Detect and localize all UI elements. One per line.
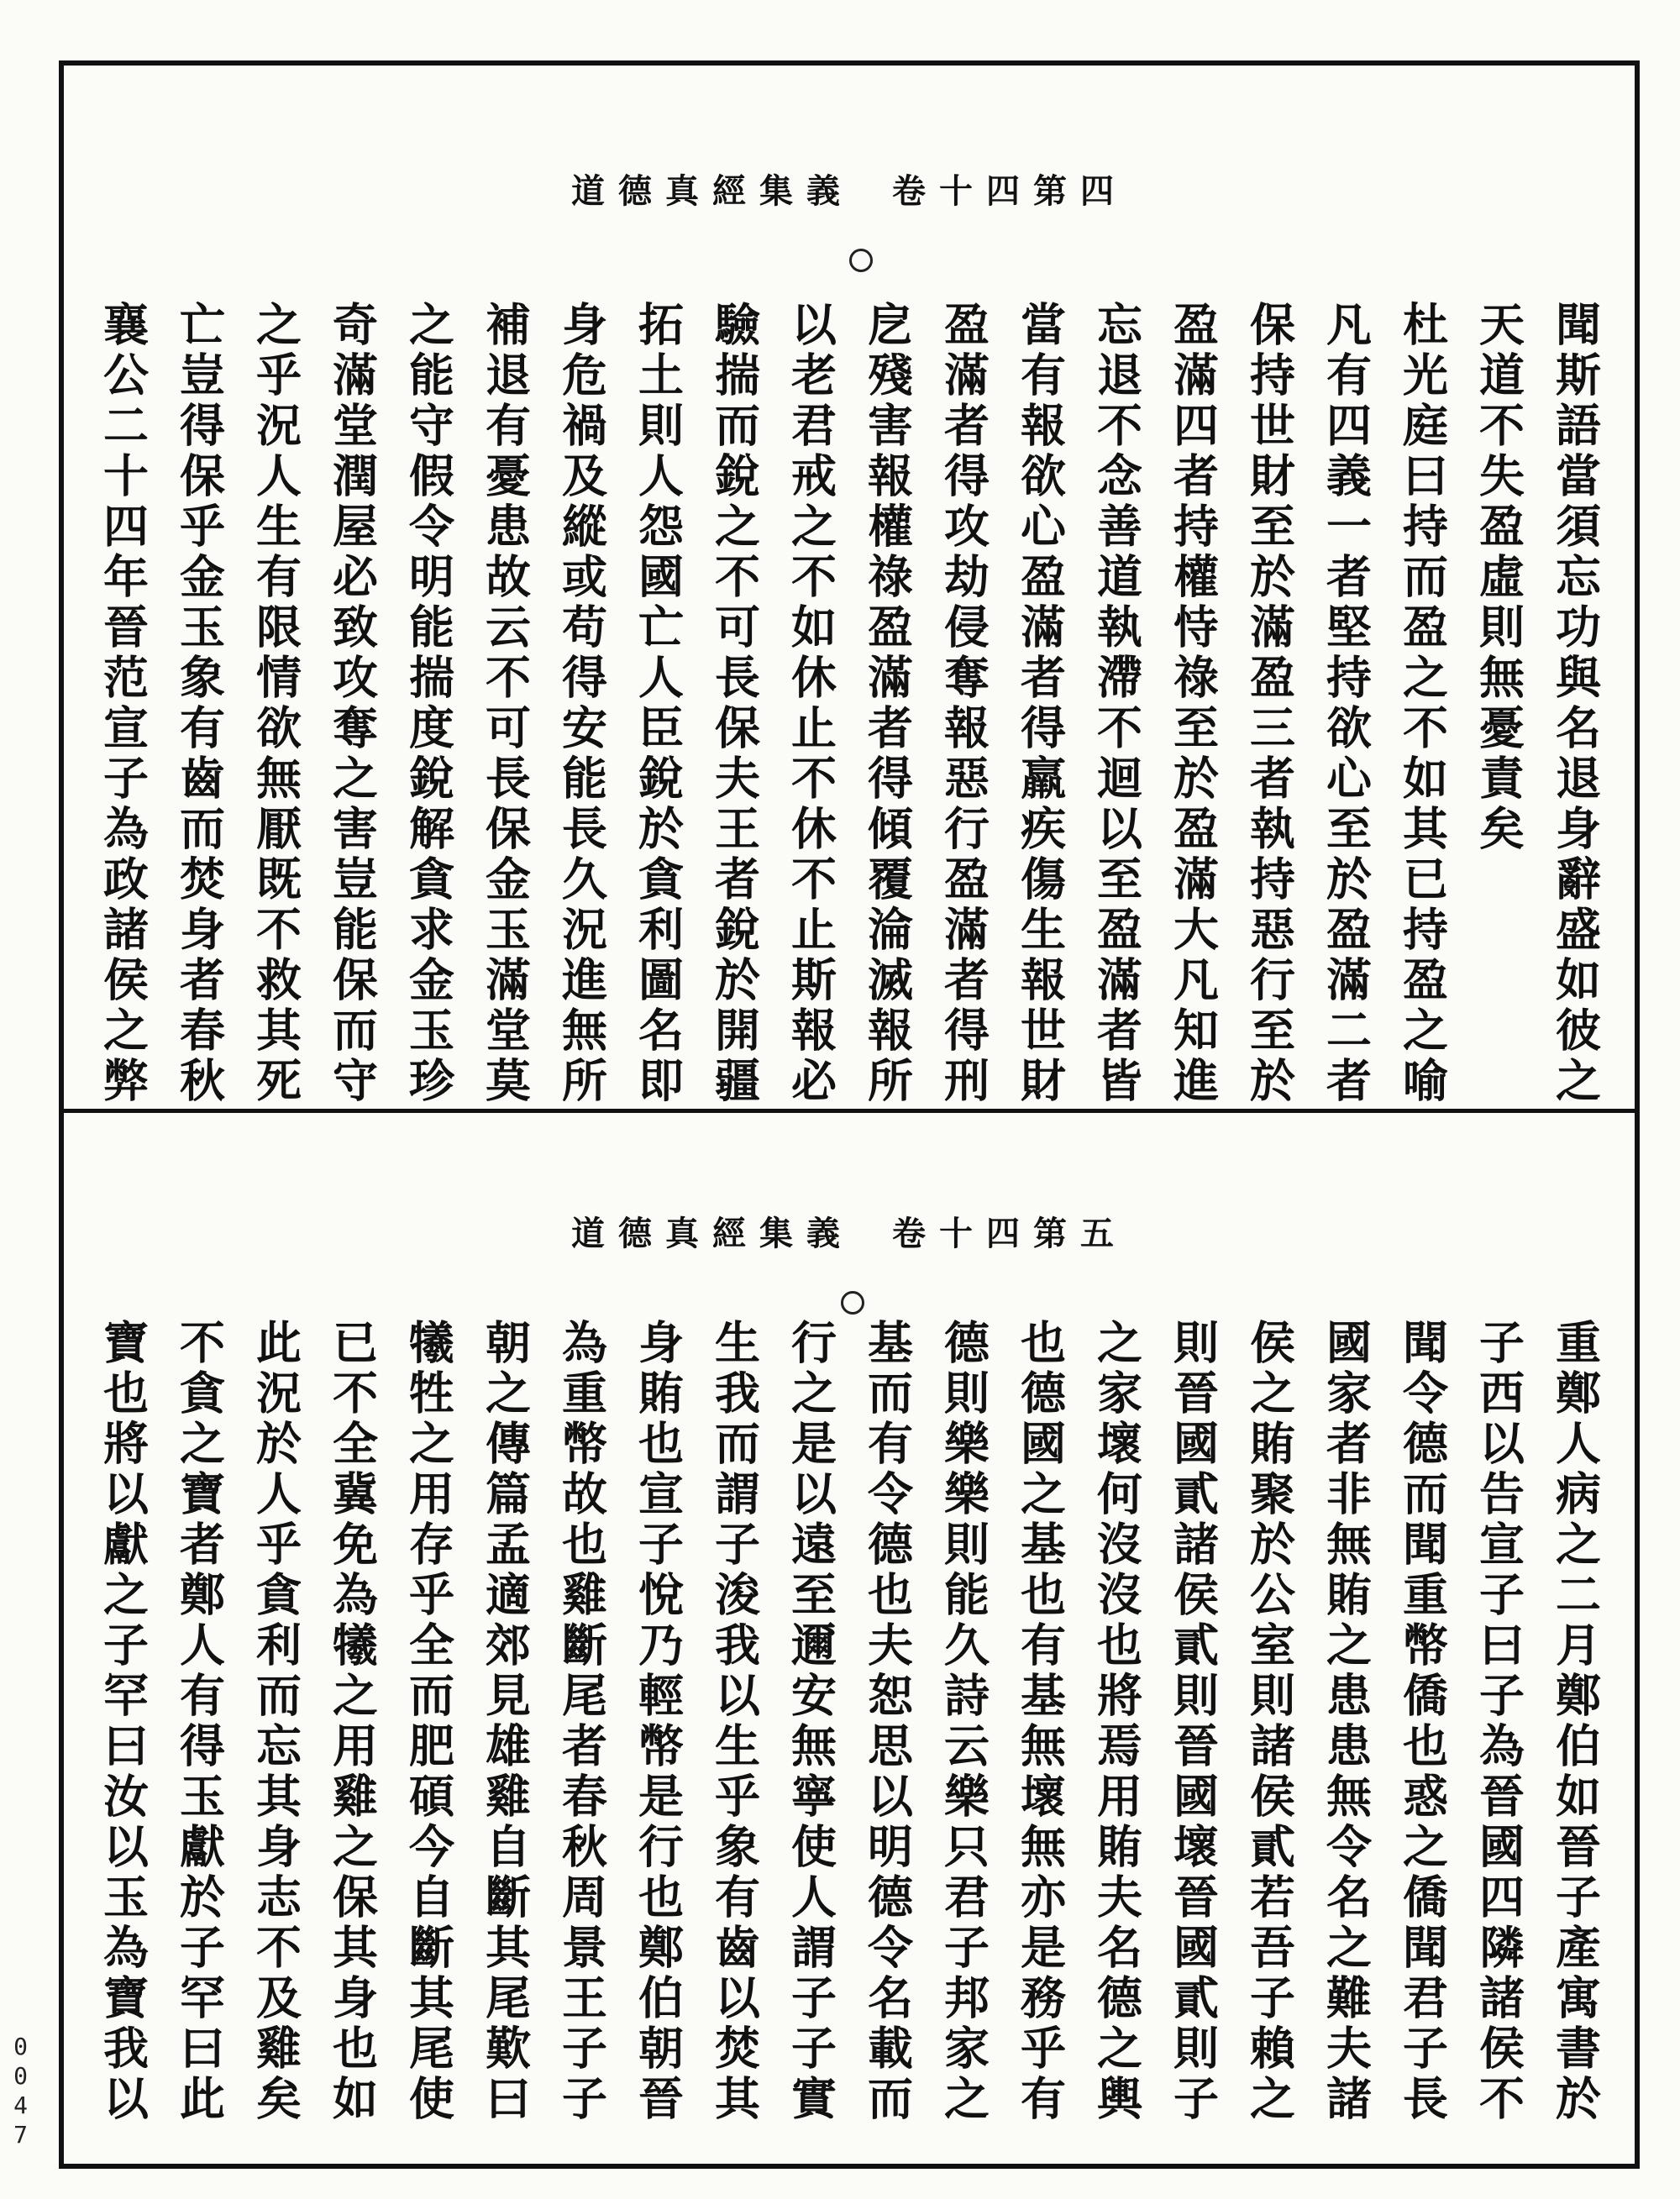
text-column: 不貪之寶者鄭人有得玉獻於子罕曰此 (172, 1319, 227, 2125)
top-header-volume: 卷十四第四 (892, 171, 1127, 211)
text-column: 戹殘害報權祿盈滿者得傾覆淪滅報所 (860, 301, 915, 1107)
bottom-header-volume: 卷十四第五 (892, 1214, 1127, 1253)
text-column: 重鄭人病之二月鄭伯如晉子產寓書於 (1548, 1319, 1603, 2125)
text-column: 生我而謂子浚我以生乎象有齒以焚其 (707, 1319, 762, 2125)
bottom-page-header (64, 1207, 1635, 1255)
text-column: 為重幣故也雞斷尾者春秋周景王子子 (554, 1319, 609, 2125)
text-column: 德則樂樂則能久詩云樂只君子邦家之 (937, 1319, 991, 2125)
circle-mark-icon (849, 249, 873, 272)
text-column: 奇滿堂潤屋必致攻奪之害豈能保而守 (325, 301, 380, 1107)
text-column: 朝之傳篇孟適郊見雄雞自斷其尾歎曰 (478, 1319, 533, 2125)
text-column: 則晉國貳諸侯貳則晉國壞晉國貳則子 (1166, 1319, 1221, 2125)
text-column: 保持世財至於滿盈三者執持惡行至於 (1242, 301, 1297, 1107)
text-column: 盈滿四者持權恃祿至於盈滿大凡知進 (1166, 301, 1221, 1107)
text-column: 聞令德而聞重幣僑也惑之僑聞君子長 (1395, 1319, 1450, 2125)
text-column: 驗揣而銳之不可長保夫王者銳於開疆 (707, 301, 762, 1107)
text-column: 以老君戒之不如休止不休不止斯報必 (784, 301, 838, 1107)
text-column: 行之是以遠至邇安無寧使人謂子子實 (784, 1319, 838, 2125)
top-page (64, 66, 1635, 1109)
top-header-title: 道德真經集義 (571, 171, 853, 211)
text-column: 國家者非無賄之患患無令名之難夫諸 (1319, 1319, 1373, 2125)
text-column: 杜光庭曰持而盈之不如其已持盈之喻 (1395, 301, 1450, 1107)
text-column: 聞斯語當須忘功與名退身辭盛如彼之 (1548, 301, 1603, 1107)
text-column: 子西以告宣子曰子為晉國四隣諸侯不 (1472, 1319, 1526, 2125)
text-column: 之乎況人生有限情欲無厭既不救其死 (249, 301, 303, 1107)
text-column: 此況於人乎貪利而忘其身志不及雞矣 (249, 1319, 303, 2125)
text-column: 身賄也宣子悅乃輕幣是行也鄭伯朝晉 (631, 1319, 685, 2125)
bottom-page (64, 1113, 1635, 2164)
text-column: 亡豈得保乎金玉象有齒而焚身者春秋 (172, 301, 227, 1107)
text-column: 拓土則人怨國亡人臣銳於貪利圖名即 (631, 301, 685, 1107)
text-column: 之能守假令明能揣度銳解貪求金玉珍 (402, 301, 456, 1107)
text-column: 補退有憂患故云不可長保金玉滿堂莫 (478, 301, 533, 1107)
text-column: 已不全冀免為犧之用雞之保其身也如 (325, 1319, 380, 2125)
text-column: 襄公二十四年晉范宣子為政諸侯之弊 (96, 301, 150, 1107)
text-column: 基而有令德也夫恕思以明德令名載而 (860, 1319, 915, 2125)
bottom-header-title: 道德真經集義 (571, 1214, 853, 1253)
text-column: 侯之賄聚於公室則諸侯貳若吾子賴之 (1242, 1319, 1297, 2125)
circle-mark-icon (841, 1291, 864, 1315)
top-text-columns (64, 301, 1635, 1107)
text-column: 當有報欲心盈滿者得羸疾傷生報世財 (1013, 301, 1068, 1107)
text-column: 盈滿者得攻劫侵奪報惡行盈滿者得刑 (937, 301, 991, 1107)
text-column: 忘退不念善道執滯不迴以至盈滿者皆 (1089, 301, 1144, 1107)
page-number: 0047 (7, 2033, 34, 2150)
top-page-header (64, 165, 1635, 213)
text-column: 之家壞何沒沒也將焉用賄夫名德之輿 (1089, 1319, 1144, 2125)
text-column: 凡有四義一者堅持欲心至於盈滿二者 (1319, 301, 1373, 1107)
text-column: 犧牲之用存乎全而肥碩今自斷其尾使 (402, 1319, 456, 2125)
text-column: 身危禍及縱或苟得安能長久況進無所 (554, 301, 609, 1107)
text-column: 也德國之基也有基無壞無亦是務乎有 (1013, 1319, 1068, 2125)
text-column: 寶也將以獻之子罕曰汝以玉為寶我以 (96, 1319, 150, 2125)
text-column: 天道不失盈虛則無憂責矣 (1472, 301, 1526, 855)
bottom-text-columns (64, 1319, 1635, 2125)
